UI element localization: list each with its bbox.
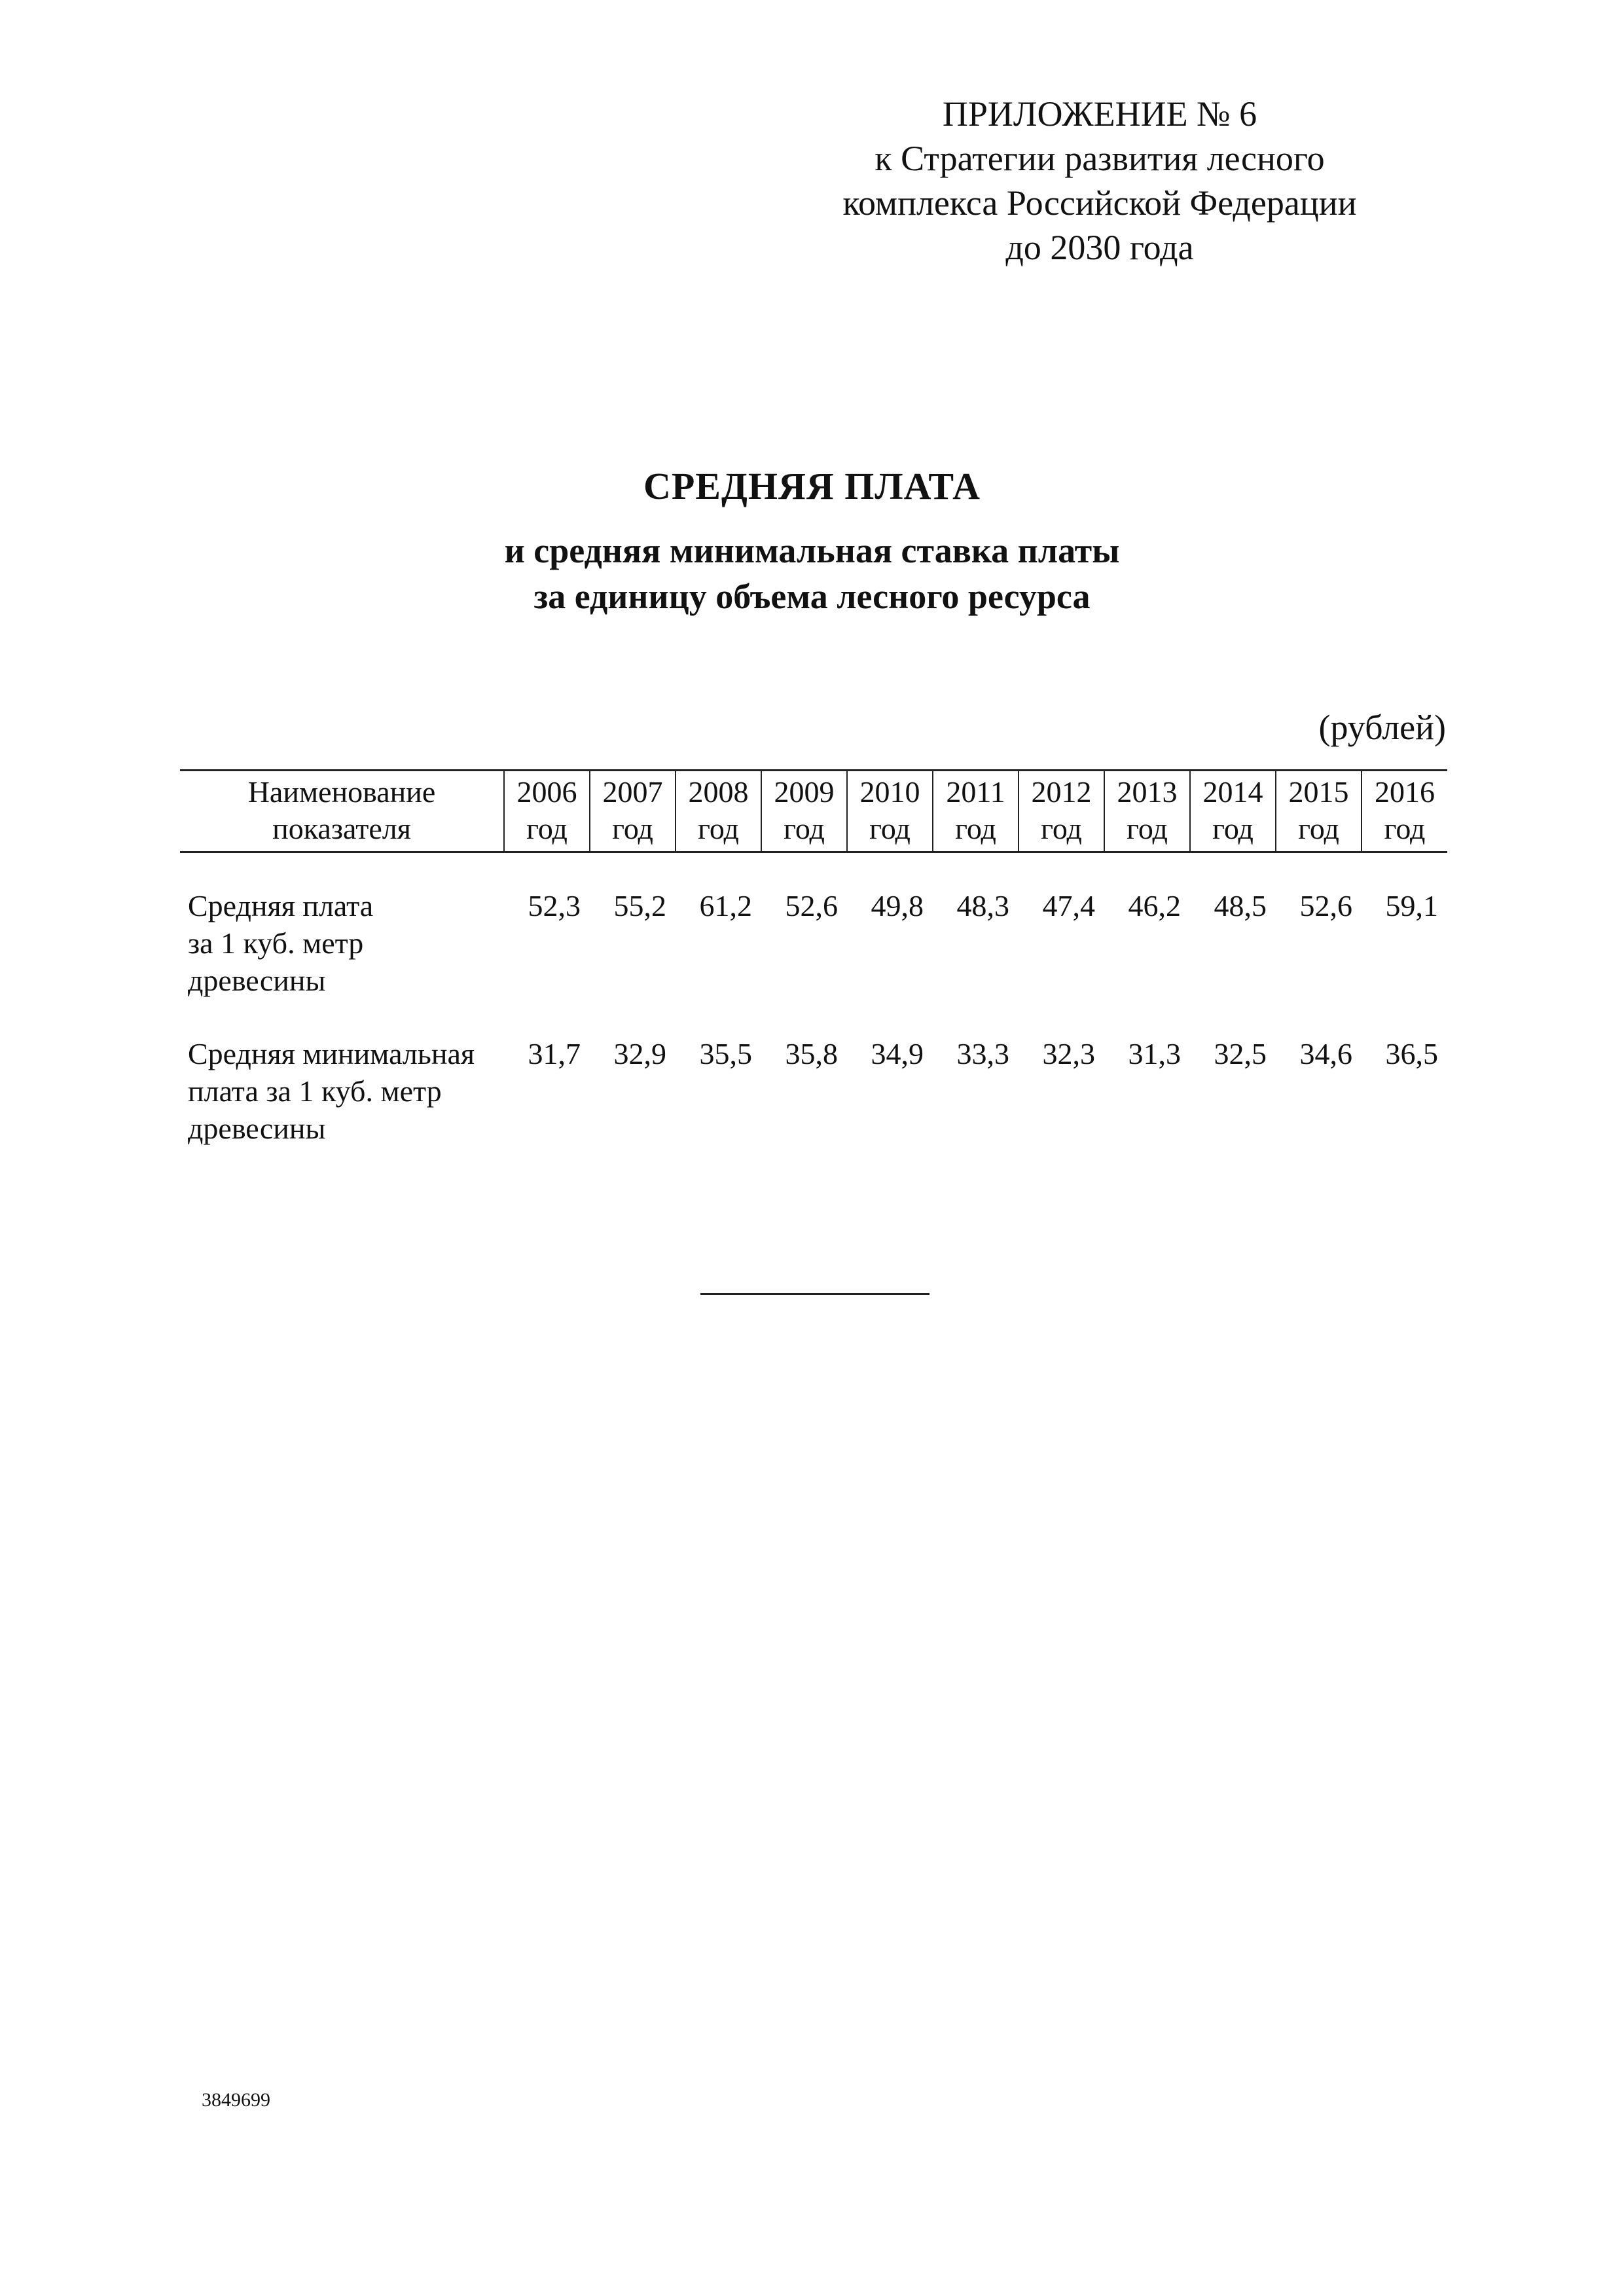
table-cell: 52,3 bbox=[528, 889, 581, 922]
year-column-header bbox=[1276, 771, 1362, 852]
year-column-header bbox=[1019, 771, 1104, 852]
year-unit: год bbox=[784, 812, 825, 845]
document-title: СРЕДНЯЯ ПЛАТА bbox=[643, 465, 981, 507]
table-cell: 33,3 bbox=[956, 1037, 1009, 1070]
table-cell: 48,3 bbox=[956, 889, 1009, 922]
year-unit: год bbox=[1298, 812, 1339, 845]
table-header-row bbox=[180, 771, 1447, 852]
table-cell: 59,1 bbox=[1385, 889, 1438, 922]
table-cell: 52,6 bbox=[785, 889, 838, 922]
year-unit: год bbox=[869, 812, 911, 845]
appendix-header bbox=[805, 92, 1394, 270]
table-cell: 31,3 bbox=[1128, 1037, 1181, 1070]
table-cell: 55,2 bbox=[613, 889, 666, 922]
table-cell: 47,4 bbox=[1042, 889, 1095, 922]
table-cell: 36,5 bbox=[1385, 1037, 1438, 1070]
year-column-header bbox=[1104, 771, 1190, 852]
year-column-header bbox=[676, 771, 761, 852]
year-column-header bbox=[847, 771, 933, 852]
year-label: 2011 bbox=[946, 775, 1005, 809]
year-column-header bbox=[1190, 771, 1276, 852]
table-cell: 35,8 bbox=[785, 1037, 838, 1070]
year-column-header bbox=[590, 771, 676, 852]
year-unit: год bbox=[698, 812, 739, 845]
payment-rates-table bbox=[180, 769, 1447, 1147]
year-label: 2010 bbox=[859, 775, 920, 809]
table-cell: 49,8 bbox=[871, 889, 924, 922]
document-subtitle: за единицу объема лесного ресурса bbox=[533, 577, 1091, 616]
year-column-header bbox=[761, 771, 847, 852]
table-cell: 34,9 bbox=[871, 1037, 924, 1070]
header-line: показателя bbox=[272, 812, 411, 845]
appendix-line: до 2030 года bbox=[1005, 228, 1194, 267]
document-subtitle: и средняя минимальная ставка платы bbox=[504, 531, 1120, 570]
year-unit: год bbox=[612, 812, 653, 845]
document-number: 3849699 bbox=[202, 2089, 270, 2111]
table-cell: 61,2 bbox=[699, 889, 752, 922]
row-label: Средняя плата за 1 куб. метр древесины bbox=[188, 889, 374, 997]
year-column-header bbox=[504, 771, 590, 852]
year-label: 2006 bbox=[516, 775, 577, 809]
table-cell: 32,5 bbox=[1214, 1037, 1267, 1070]
year-unit: год bbox=[1384, 812, 1426, 845]
year-label: 2015 bbox=[1288, 775, 1349, 809]
year-unit: год bbox=[1127, 812, 1168, 845]
year-label: 2014 bbox=[1202, 775, 1263, 809]
table-cell: 46,2 bbox=[1128, 889, 1181, 922]
year-label: 2016 bbox=[1375, 775, 1435, 809]
year-label: 2009 bbox=[774, 775, 835, 809]
year-label: 2008 bbox=[688, 775, 749, 809]
year-unit: год bbox=[1212, 812, 1254, 845]
year-unit: год bbox=[526, 812, 568, 845]
indicator-column-header bbox=[180, 771, 504, 852]
appendix-line: комплекса Российской Федерации bbox=[842, 183, 1357, 223]
row-label: Средняя минимальная плата за 1 куб. метр древесины bbox=[188, 1037, 475, 1145]
appendix-line: к Стратегии развития лесного bbox=[875, 139, 1325, 178]
table-cell: 35,5 bbox=[699, 1037, 752, 1070]
header-line: Наименование bbox=[247, 775, 436, 809]
table-cell: 52,6 bbox=[1299, 889, 1352, 922]
year-column-header bbox=[933, 771, 1019, 852]
year-label: 2012 bbox=[1031, 775, 1092, 809]
table-cell: 32,9 bbox=[613, 1037, 666, 1070]
table-cell: 34,6 bbox=[1299, 1037, 1352, 1070]
table-row bbox=[180, 887, 1447, 999]
units-label: (рублей) bbox=[1318, 708, 1446, 747]
year-column-header bbox=[1362, 771, 1447, 852]
appendix-number: ПРИЛОЖЕНИЕ № 6 bbox=[942, 94, 1257, 134]
end-of-document-rule bbox=[700, 1293, 929, 1295]
table-row bbox=[180, 1035, 1447, 1147]
year-label: 2013 bbox=[1117, 775, 1178, 809]
year-unit: год bbox=[1041, 812, 1082, 845]
table-cell: 48,5 bbox=[1214, 889, 1267, 922]
table-cell: 32,3 bbox=[1042, 1037, 1095, 1070]
year-label: 2007 bbox=[602, 775, 663, 809]
year-unit: год bbox=[955, 812, 996, 845]
table-cell: 31,7 bbox=[528, 1037, 581, 1070]
